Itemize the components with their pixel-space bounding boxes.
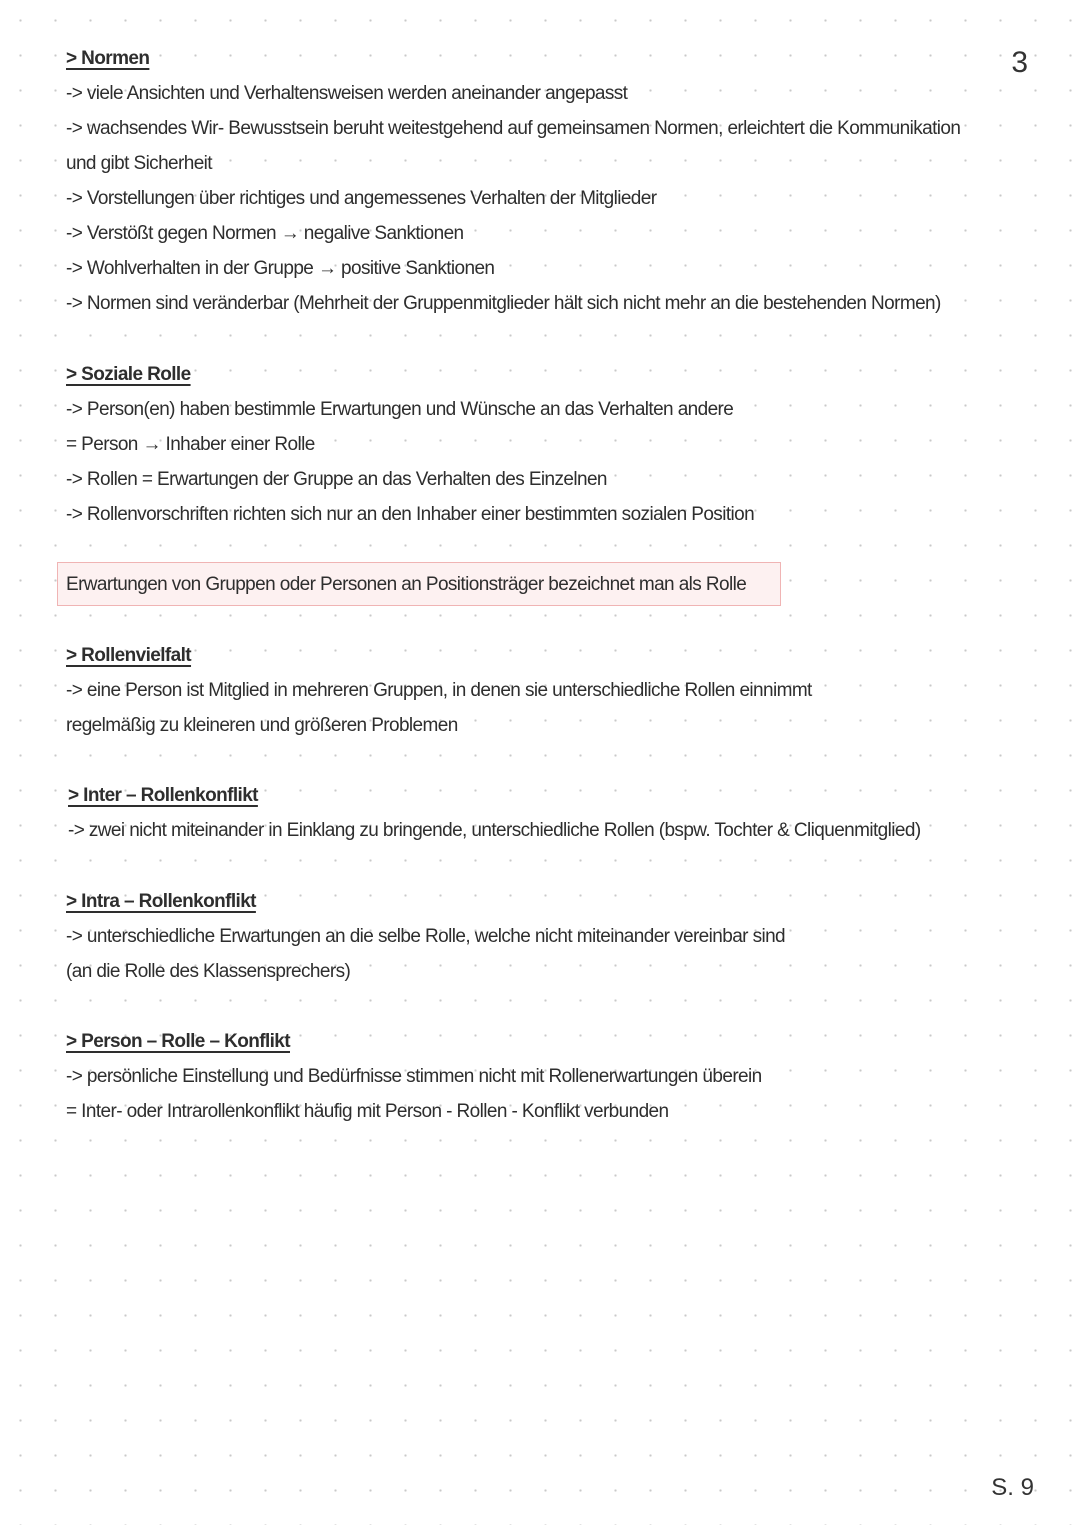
note-line: -> Vorstellungen über richtiges und angemessenes Verhalten der Mitglieder: [66, 188, 657, 209]
note-line: -> persönliche Einstellung und Bedürfnisse stimmen nicht mit Rollenerwartungen überein: [66, 1066, 762, 1087]
note-line: -> Normen sind veränderbar (Mehrheit der Gruppenmitglieder hält sich nicht mehr an die bestehenden Normen): [66, 293, 941, 314]
note-line: und gibt Sicherheit: [66, 153, 212, 174]
note-line: -> wachsendes Wir- Bewusstsein beruht weitestgehend auf gemeinsamen Normen, erleichtert die Kommunikation: [66, 118, 961, 139]
note-line: -> eine Person ist Mitglied in mehreren Gruppen, in denen sie unterschiedliche Rollen einnimmt: [66, 680, 812, 701]
note-line: -> viele Ansichten und Verhaltensweisen werden aneinander angepasst: [66, 83, 628, 104]
note-line: = Person → Inhaber einer Rolle: [66, 434, 315, 455]
section-heading: > Soziale Rolle: [66, 364, 191, 385]
note-line: -> Verstößt gegen Normen → negalive Sanktionen: [66, 223, 464, 244]
note-line: regelmäßig zu kleineren und größeren Problemen: [66, 715, 458, 736]
section-soziale-rolle: [66, 357, 754, 532]
section-normen: [66, 41, 960, 321]
section-intra-rollenkonflikt: [66, 884, 785, 989]
note-line: -> zwei nicht miteinander in Einklang zu bringende, unterschiedliche Rollen (bspw. Tochter & Cliquenmitglied): [68, 820, 921, 841]
section-rollenvielfalt: [66, 638, 812, 743]
note-line: -> unterschiedliche Erwartungen an die selbe Rolle, welche nicht miteinander vereinbar sind: [66, 926, 786, 947]
note-line: -> Rollenvorschriften richten sich nur an den Inhaber einer bestimmten sozialen Position: [66, 504, 755, 525]
section-heading: > Inter – Rollenkonflikt: [68, 785, 258, 806]
section-heading: > Rollenvielfalt: [66, 645, 192, 666]
note-line: (an die Rolle des Klassensprechers): [66, 961, 351, 982]
page-number: 3: [1011, 46, 1028, 79]
note-line: = Inter- oder Intrarollenkonflikt häufig mit Person - Rollen - Konflikt verbunden: [66, 1101, 669, 1122]
section-heading: > Normen: [66, 48, 150, 69]
section-heading: > Person – Rolle – Konflikt: [66, 1031, 290, 1052]
section-heading: > Intra – Rollenkonflikt: [66, 891, 256, 912]
section-inter-rollenkonflikt: [68, 778, 921, 848]
definition-box: Erwartungen von Gruppen oder Personen an Positionsträger bezeichnet man als Rolle: [57, 562, 781, 606]
section-person-rolle-konflikt: [66, 1024, 762, 1129]
note-line: -> Rollen = Erwartungen der Gruppe an das Verhalten des Einzelnen: [66, 469, 607, 490]
page-footer: S. 9: [991, 1474, 1034, 1501]
note-line: -> Person(en) haben bestimmle Erwartungen und Wünsche an das Verhalten andere: [66, 399, 734, 420]
note-line: -> Wohlverhalten in der Gruppe → positive Sanktionen: [66, 258, 495, 279]
